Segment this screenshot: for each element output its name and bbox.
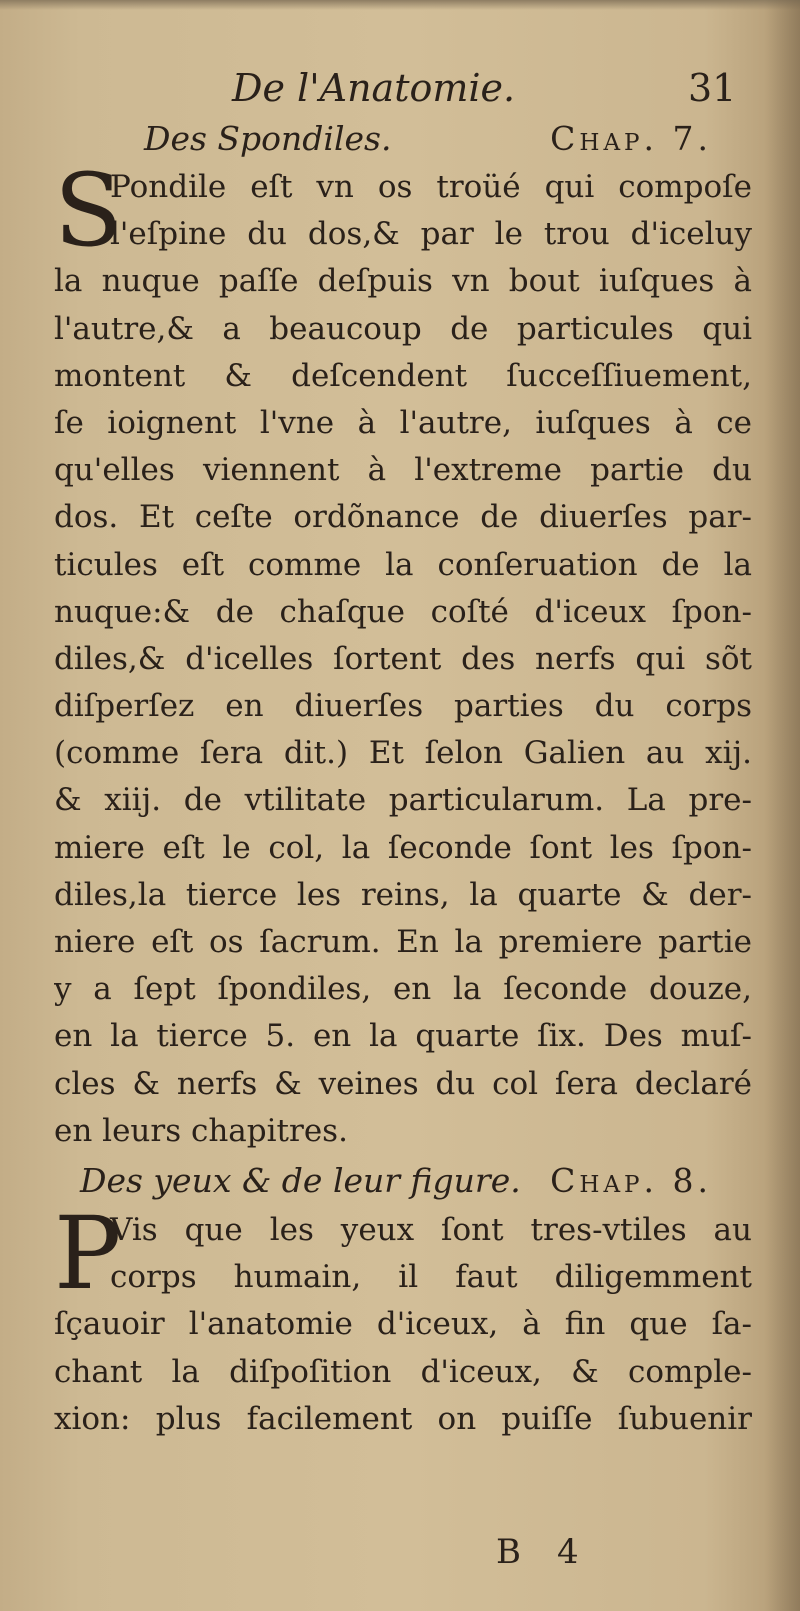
text-line: niere eſt os ſacrum. En la premiere partie xyxy=(54,924,752,960)
drop-cap-p: P xyxy=(54,1194,122,1312)
text-line: Vis que les yeux ſont tres-vtiles au xyxy=(110,1211,752,1248)
signature-letter: B xyxy=(496,1532,521,1572)
chapter-8-paragraph xyxy=(54,1194,752,1443)
text-line: nuque:& de chaſque coſté d'iceux ſpon- xyxy=(54,593,752,630)
catchword-signature xyxy=(496,1532,615,1572)
text-line: en la tierce 5. en la quarte ſix. Des muſ- xyxy=(54,1018,752,1055)
chapter-7-heading xyxy=(54,112,752,164)
running-title: De l'Anatomie. xyxy=(232,66,516,110)
chapter-7-title: Des Spondiles. xyxy=(144,118,392,158)
text-line: chant la diſpoſition d'iceux, & comple- xyxy=(54,1353,752,1390)
text-line: ſçauoir l'anatomie d'iceux, à fin que ſa- xyxy=(54,1306,752,1343)
text-line: la nuque paſſe deſpuis vn bout iuſques à xyxy=(54,263,752,300)
chapter-7-number: Chap. 7. xyxy=(550,118,712,158)
text-block xyxy=(54,112,752,1443)
text-line: Pondile eſt vn os troüé qui compoſe xyxy=(110,169,752,205)
drop-cap-s: S xyxy=(54,152,123,269)
text-line: l'autre,& a beaucoup de particules qui xyxy=(54,310,752,347)
text-line: & xiij. de vtilitate particularum. La pre- xyxy=(54,782,752,819)
text-line: ſe ioignent l'vne à l'autre, iuſques à ce xyxy=(54,404,752,441)
text-line: miere eſt le col, la ſeconde ſont les ſpon- xyxy=(54,829,752,866)
chapter-8-number: Chap. 8. xyxy=(550,1161,712,1201)
text-line: dos. Et ceſte ordõnance de diuerſes par- xyxy=(54,499,752,536)
text-line: diſperſez en diuerſes parties du corps xyxy=(54,688,752,725)
text-line: xion: plus facilement on puiſſe ſubuenir xyxy=(54,1400,752,1437)
chapter-8-title: Des yeux & de leur figure. xyxy=(80,1161,521,1201)
chapter-7-paragraph xyxy=(54,152,752,1155)
binding-shadow xyxy=(764,0,800,1611)
text-line: montent & deſcendent ſucceſſiuement, xyxy=(54,357,752,394)
page-top-edge xyxy=(0,0,800,10)
signature-number: 4 xyxy=(557,1532,579,1572)
text-line: corps humain, il faut diligemment xyxy=(110,1259,752,1296)
text-line: y a ſept ſpondiles, en la ſeconde douze, xyxy=(54,971,752,1008)
text-line: diles,la tierce les reins, la quarte & der- xyxy=(54,876,752,913)
text-line: l'eſpine du dos,& par le trou d'iceluy xyxy=(110,216,752,253)
chapter-8-heading xyxy=(54,1155,752,1207)
text-line: qu'elles viennent à l'extreme partie du xyxy=(54,452,752,489)
text-line: en leurs chapitres. xyxy=(54,1112,348,1149)
text-line: (comme ſera dit.) Et ſelon Galien au xij. xyxy=(54,735,752,772)
page-number: 31 xyxy=(688,66,737,110)
text-line: cles & nerfs & veines du col ſera declaré xyxy=(54,1065,752,1102)
text-line: ticules eſt comme la conſeruation de la xyxy=(54,546,752,583)
text-line: diles,& d'icelles ſortent des nerfs qui sõt xyxy=(54,640,752,677)
